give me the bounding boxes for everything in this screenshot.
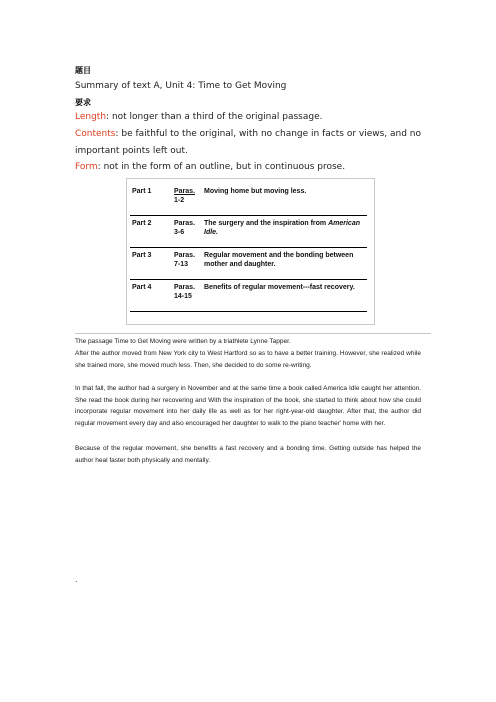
paras-range: 7-13	[174, 261, 189, 268]
structure-table-image	[126, 178, 375, 325]
content-cell	[202, 216, 367, 248]
paras-label: Paras.	[174, 220, 196, 227]
content-cell: Benefits of regular movement---fast recovery.	[202, 280, 367, 312]
content-text: The surgery and the inspiration from	[204, 220, 329, 227]
content-cell: Regular movement and the bonding between mother and daughter.	[202, 248, 367, 280]
part-cell: Part 1	[130, 184, 172, 216]
content-cell: Moving home but moving less.	[202, 184, 367, 216]
summary-paragraph-4: Because of the regular movement, she benefits a fast recovery and a bonding time. Getting outside has helped the author heal faster both physically and mentally.	[75, 445, 421, 464]
form-label: Form	[75, 162, 98, 172]
table-row	[130, 280, 367, 312]
part-cell: Part 2	[130, 216, 172, 248]
part-cell: Part 3	[130, 248, 172, 280]
contents-requirement	[75, 128, 421, 140]
divider	[75, 333, 431, 334]
paras-cell	[172, 248, 202, 280]
summary-paragraph-2: After the author moved from New York city to West Hartford so as to have a better training. However, she realized while she trained more, she moved much less. Then, she decided to do some re-writing.	[75, 350, 421, 369]
paras-range: 1-2	[174, 197, 185, 204]
contents-text-line2: important points left out.	[75, 146, 188, 156]
length-text: : not longer than a third of the original passage.	[106, 112, 323, 122]
title-heading: 题目	[75, 66, 91, 75]
paras-cell	[172, 216, 202, 248]
footer-mark: .	[75, 575, 78, 584]
summary-paragraph-3: In that fall, the author had a surgery in November and at the same time a book called America Idle caught her attention. She read the book during her recovering and With the inspiration of the book, she started to think about how she could incorporate regular movement into her daily life as well as for her right-year-old daughter. After that, the author did regular movement every day and also encouraged her daughter to walk to the piano teacher' home with her.	[75, 385, 421, 428]
paras-cell	[172, 280, 202, 312]
form-text: : not in the form of an outline, but in continuous prose.	[97, 162, 346, 172]
table-row	[130, 216, 367, 248]
contents-text-line1: : be faithful to the original, with no change in facts or views, and no	[115, 129, 422, 139]
structure-table	[130, 184, 367, 312]
part-cell: Part 4	[130, 280, 172, 312]
table-row	[130, 184, 367, 216]
paras-label: Paras.	[174, 252, 196, 259]
length-requirement	[75, 111, 323, 123]
table-row	[130, 248, 367, 280]
paras-label: Paras.	[174, 284, 196, 291]
form-requirement	[75, 161, 345, 173]
requirements-heading: 要求	[75, 98, 91, 107]
paras-range: 14-15	[174, 293, 192, 300]
paras-label: Paras.	[174, 188, 196, 195]
content-italic: American Idle.	[204, 220, 360, 236]
contents-label: Contents	[75, 129, 116, 139]
paras-range: 3-6	[174, 229, 185, 236]
assignment-title: Summary of text A, Unit 4: Time to Get Moving	[75, 81, 287, 91]
paras-cell	[172, 184, 202, 216]
length-label: Length	[75, 112, 107, 122]
summary-paragraph-1: The passage Time to Get Moving were written by a triathlete Lynne Tapper.	[75, 338, 291, 345]
